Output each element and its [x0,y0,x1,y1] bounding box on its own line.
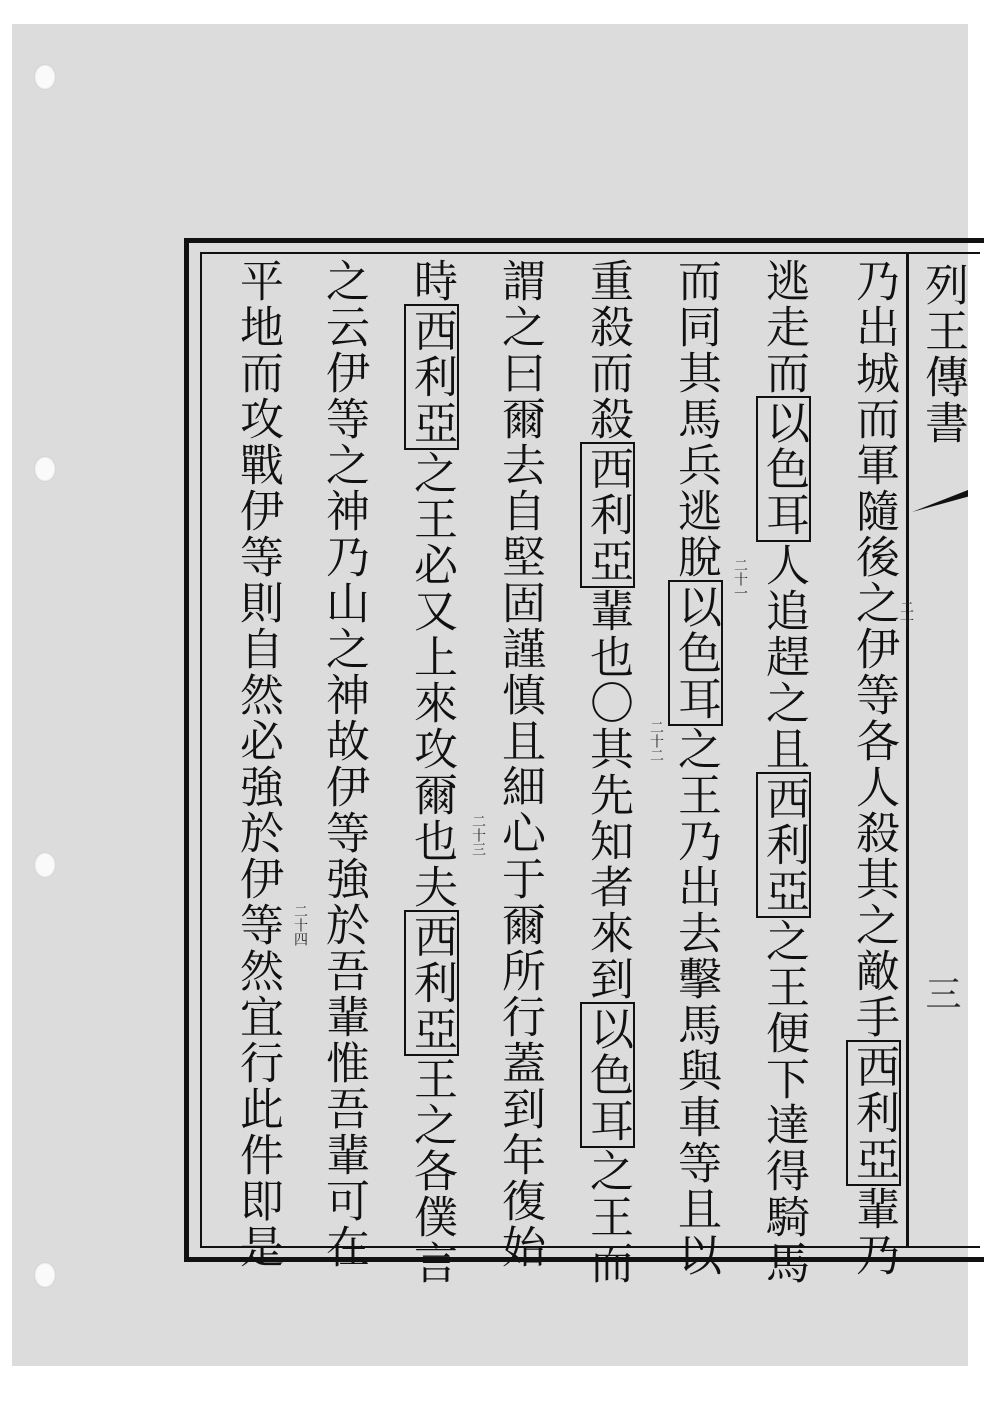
text-segment: 之王乃出去擊馬與車等且以 [670,726,721,1278]
boxed-proper-name: 西利亞 [404,304,459,450]
text-column-5 [488,258,550,1270]
verse-note: 二十二 [648,720,664,762]
boxed-proper-name: 西利亞 [404,910,459,1056]
running-title: 列王傳書 [917,262,968,446]
text-segment: 之云伊等之神乃山之神故伊等強於吾輩惟吾輩可在 [318,258,369,1270]
text-segment: 重殺而殺 [582,258,633,442]
folio-number: 三 [920,975,961,1011]
boxed-proper-name: 西利亞 [756,772,811,918]
boxed-proper-name: 以色耳 [580,1002,635,1148]
text-segment: 人追趕之且 [758,542,809,772]
text-segment: 乃出城而軍隨後之伊等各人殺其之敵手 [848,258,899,1040]
verse-note: 二十一 [732,558,748,600]
text-segment: 時 [406,258,457,304]
text-segment: 之王必又上來攻爾也夫 [406,450,457,910]
text-column-4 [576,258,638,1286]
binding-hole [34,852,56,878]
text-column-2 [752,258,814,1286]
text-segment: 輩也〇其先知者來到 [582,588,633,1002]
text-segment: 王之各僕言 [406,1056,457,1286]
text-segment: 而同其馬兵逃脫 [670,258,721,580]
boxed-proper-name: 西利亞 [846,1040,901,1186]
verse-note: 二十四 [292,904,308,946]
text-segment: 之王而 [582,1148,633,1286]
binding-hole [34,456,56,482]
text-column-6 [400,258,462,1286]
boxed-proper-name: 以色耳 [756,396,811,542]
text-column-1 [842,258,904,1278]
gutter-line [906,252,909,1248]
text-segment: 逃走而 [758,258,809,396]
boxed-proper-name: 西利亞 [580,442,635,588]
verse-note: 二十三 [470,814,486,856]
text-segment: 輩乃 [848,1186,899,1278]
verse-note: 二十 [898,600,914,628]
text-segment: 謂之曰爾去自堅固謹慎且細心于爾所行蓋到年復始 [494,258,545,1270]
text-column-7 [312,258,374,1270]
binding-hole [34,1262,56,1288]
text-segment: 平地而攻戰伊等則自然必強於伊等然宜行此件即是 [232,258,283,1270]
boxed-proper-name: 以色耳 [668,580,723,726]
binding-hole [34,64,56,90]
text-column-8 [226,258,288,1270]
text-segment: 之王便下達得騎馬 [758,918,809,1286]
text-column-3 [664,258,726,1278]
